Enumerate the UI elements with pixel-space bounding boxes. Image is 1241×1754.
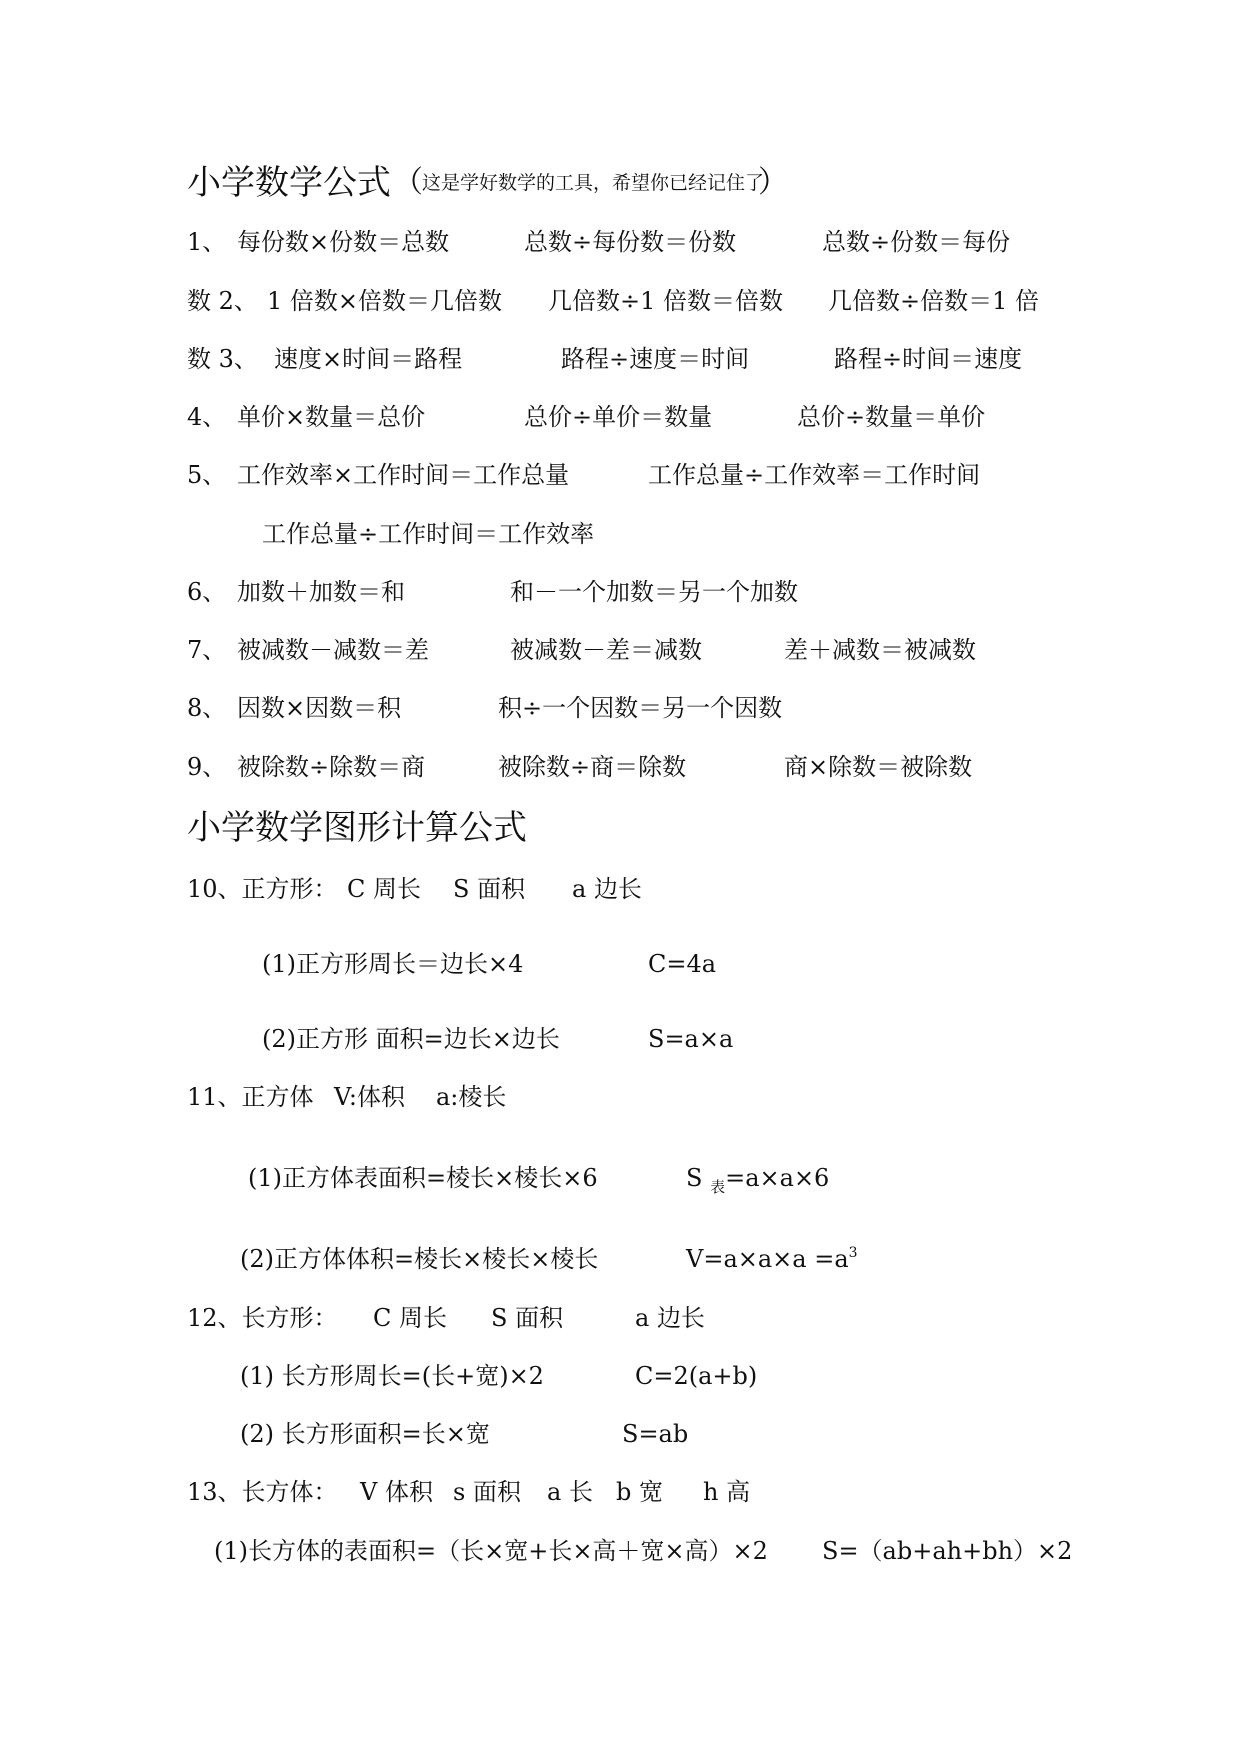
shape-formula-11-2 bbox=[0, 1239, 1241, 1279]
formula-line-8 bbox=[0, 688, 1241, 728]
formula: 被除数÷商＝除数 bbox=[498, 753, 687, 781]
formula: (1)长方体的表面积=（长×宽+长×高＋宽×高）×2 bbox=[214, 1537, 768, 1565]
formula: 总价÷数量＝单价 bbox=[797, 403, 986, 431]
item-number: 7、 bbox=[187, 636, 227, 664]
symbol-s: S bbox=[686, 1164, 703, 1192]
formula-symbolic: S=（ab+ah+bh）×2 bbox=[822, 1537, 1073, 1565]
shape-formula-13-1 bbox=[0, 1531, 1241, 1571]
term: V:体积 bbox=[334, 1083, 406, 1111]
formula: 1 倍数×倍数＝几倍数 bbox=[267, 287, 503, 315]
formula: (1)正方形周长＝边长×4 bbox=[262, 950, 524, 978]
term: h 高 bbox=[703, 1478, 751, 1506]
term: b 宽 bbox=[616, 1478, 663, 1506]
subtitle-paren-open: （ bbox=[393, 165, 423, 200]
formula: 几倍数÷1 倍数＝倍数 bbox=[548, 287, 784, 315]
formula: 总数÷每份数＝份数 bbox=[524, 228, 737, 256]
formula: 总数÷份数＝每份 bbox=[822, 228, 1011, 256]
item-number: 5、 bbox=[187, 461, 227, 489]
term: a 长 bbox=[547, 1478, 593, 1506]
term: C 周长 bbox=[347, 875, 421, 903]
formula-symbolic: S=a×a bbox=[648, 1025, 734, 1053]
formula-line-2 bbox=[0, 281, 1241, 321]
formula: (1)正方体表面积=棱长×棱长×6 bbox=[248, 1164, 598, 1192]
formula: 被减数－差＝减数 bbox=[510, 636, 702, 664]
formula: 加数＋加数＝和 bbox=[237, 578, 405, 606]
term: C 周长 bbox=[373, 1304, 447, 1332]
formula: 和－一个加数＝另一个加数 bbox=[510, 578, 798, 606]
shape-formula-10-2 bbox=[0, 1019, 1241, 1059]
subscript: 表 bbox=[710, 1178, 726, 1196]
formula: 商×除数＝被除数 bbox=[784, 753, 973, 781]
term: a:棱长 bbox=[436, 1083, 507, 1111]
term: a 边长 bbox=[635, 1304, 705, 1332]
shape-line-10 bbox=[0, 869, 1241, 909]
formula: (2) 长方形面积=长×宽 bbox=[240, 1420, 490, 1448]
formula: (1) 长方形周长=(长+宽)×2 bbox=[240, 1362, 544, 1390]
subtitle-paren-close: ） bbox=[758, 165, 788, 200]
shape-label: 10、正方形： bbox=[187, 875, 338, 903]
document-header bbox=[0, 158, 1241, 208]
term: S 面积 bbox=[453, 875, 526, 903]
formula: 每份数×份数＝总数 bbox=[237, 228, 450, 256]
formula-symbolic: C=4a bbox=[648, 950, 717, 978]
item-number: 9、 bbox=[187, 753, 227, 781]
item-number: 6、 bbox=[187, 578, 227, 606]
formula-symbolic bbox=[686, 1158, 829, 1201]
formula: 几倍数÷倍数＝1 倍 bbox=[828, 287, 1040, 315]
term: s 面积 bbox=[453, 1478, 521, 1506]
formula: 被除数÷除数＝商 bbox=[237, 753, 426, 781]
item-number: 1、 bbox=[187, 228, 227, 256]
shape-line-12 bbox=[0, 1298, 1241, 1338]
formula-line-5 bbox=[0, 455, 1241, 495]
formula: 单价×数量＝总价 bbox=[237, 403, 426, 431]
formula: 路程÷速度＝时间 bbox=[561, 345, 750, 373]
formula: 工作效率×工作时间＝工作总量 bbox=[237, 461, 570, 489]
shape-formula-12-1 bbox=[0, 1356, 1241, 1396]
formula: (2)正方体体积=棱长×棱长×棱长 bbox=[240, 1245, 599, 1273]
shape-label: 13、长方体： bbox=[187, 1478, 338, 1506]
shape-label: 11、正方体 bbox=[187, 1083, 314, 1111]
item-number: 8、 bbox=[187, 694, 227, 722]
page-subtitle: 这是学好数学的工具，希望你已经记住了 bbox=[422, 172, 765, 194]
term: V 体积 bbox=[360, 1478, 433, 1506]
formula-main: V=a×a×a =a bbox=[686, 1245, 849, 1273]
formula-line-6 bbox=[0, 572, 1241, 612]
formula-line-7 bbox=[0, 630, 1241, 670]
formula: 被减数－减数＝差 bbox=[237, 636, 429, 664]
superscript: 3 bbox=[848, 1245, 858, 1261]
formula-line-9 bbox=[0, 747, 1241, 787]
formula-rest: =a×a×6 bbox=[725, 1164, 830, 1192]
shape-label: 12、长方形： bbox=[187, 1304, 338, 1332]
formula: (2)正方形 面积=边长×边长 bbox=[262, 1025, 560, 1053]
item-number: 数 3、 bbox=[187, 345, 258, 373]
shape-formula-11-1 bbox=[0, 1158, 1241, 1198]
formula-line-3 bbox=[0, 339, 1241, 379]
formula-symbolic: S=ab bbox=[622, 1420, 689, 1448]
item-number: 数 2、 bbox=[187, 287, 258, 315]
term: S 面积 bbox=[491, 1304, 564, 1332]
shape-line-13 bbox=[0, 1472, 1241, 1512]
formula: 速度×时间＝路程 bbox=[274, 345, 463, 373]
item-number: 4、 bbox=[187, 403, 227, 431]
section-title: 小学数学图形计算公式 bbox=[187, 808, 527, 848]
shape-formula-10-1 bbox=[0, 944, 1241, 984]
formula-line-1 bbox=[0, 222, 1241, 262]
formula: 因数×因数＝积 bbox=[237, 694, 402, 722]
shape-line-11 bbox=[0, 1077, 1241, 1117]
formula-symbolic bbox=[686, 1239, 858, 1283]
formula: 积÷一个因数＝另一个因数 bbox=[498, 694, 783, 722]
formula: 路程÷时间＝速度 bbox=[834, 345, 1023, 373]
shape-formula-12-2 bbox=[0, 1414, 1241, 1454]
formula-symbolic: C=2(a+b) bbox=[635, 1362, 758, 1390]
formula: 差＋减数＝被减数 bbox=[784, 636, 976, 664]
formula: 工作总量÷工作时间＝工作效率 bbox=[262, 520, 595, 548]
term: a 边长 bbox=[572, 875, 642, 903]
page-title: 小学数学公式 bbox=[187, 163, 391, 203]
formula: 总价÷单价＝数量 bbox=[524, 403, 713, 431]
section-heading bbox=[0, 803, 1241, 853]
formula-line-5-continued bbox=[0, 514, 1241, 554]
formula-line-4 bbox=[0, 397, 1241, 437]
formula: 工作总量÷工作效率＝工作时间 bbox=[648, 461, 981, 489]
